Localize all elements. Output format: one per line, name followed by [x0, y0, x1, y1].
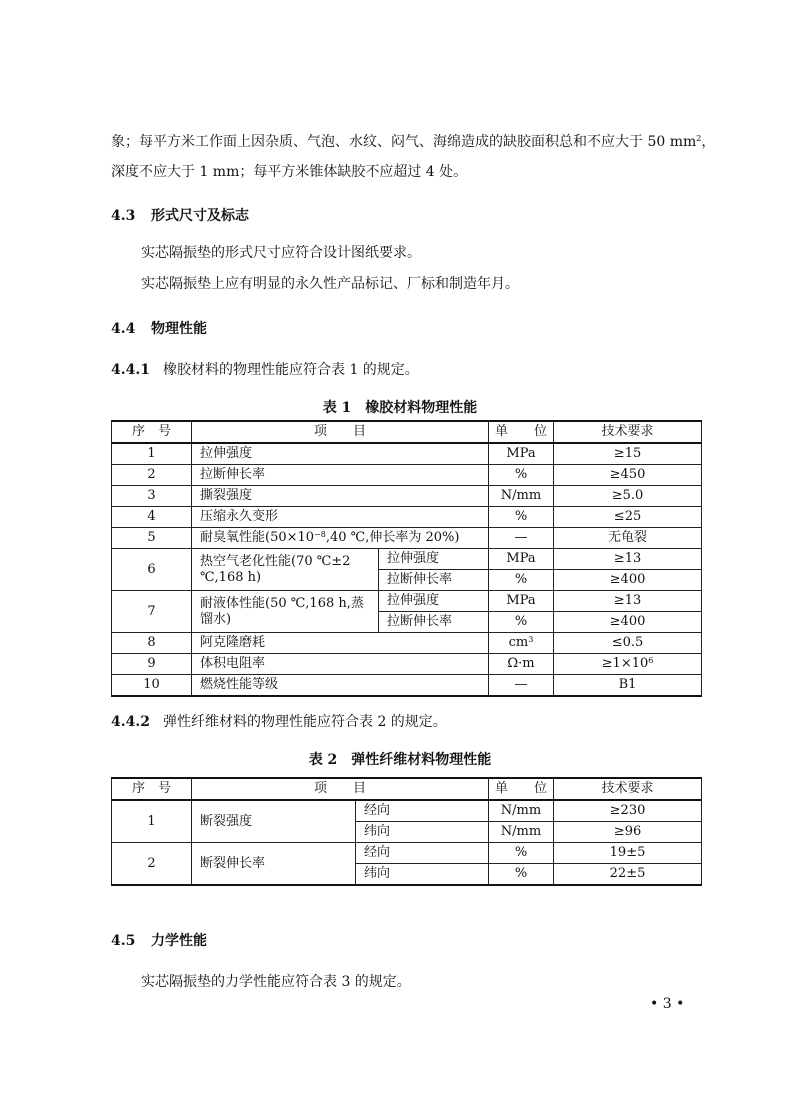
table1-caption: 表 1 橡胶材料物理性能 [322, 400, 478, 416]
section-title: 物理性能 [151, 321, 207, 337]
section-heading-4-3 [111, 205, 249, 225]
section-number: 4.3 [111, 208, 136, 224]
cell-unit: MPa [489, 591, 554, 612]
cell-req: ≥5.0 [554, 486, 702, 507]
section-heading-4-4 [111, 318, 207, 338]
cell-subitem: 拉断伸长率 [379, 570, 489, 591]
cell-no: 2 [112, 465, 192, 486]
cell-req: ≥400 [554, 570, 702, 591]
cell-req: B1 [554, 675, 702, 697]
cell-subitem: 纬向 [356, 864, 489, 886]
header-item: 项 目 [192, 421, 489, 443]
cell-req: ≥13 [554, 549, 702, 570]
table1-header-row [112, 421, 702, 443]
table2-header-row [112, 778, 702, 800]
cell-req: ≥400 [554, 612, 702, 633]
table-row [112, 528, 702, 549]
cell-unit: % [489, 570, 554, 591]
cell-item: 体积电阻率 [192, 654, 489, 675]
cell-item: 耐液体性能(50 ℃,168 h,蒸馏水) [192, 591, 379, 633]
paragraph-4-5-1: 实芯隔振垫的力学性能应符合表 3 的规定。 [141, 974, 411, 990]
cell-no: 2 [112, 843, 192, 886]
cell-no: 9 [112, 654, 192, 675]
cell-req [554, 654, 702, 675]
req-text: ≥1×10 [601, 656, 649, 671]
header-item: 项 目 [192, 778, 489, 800]
page-number: • 3 • [650, 996, 685, 1012]
cell-no: 6 [112, 549, 192, 591]
cell-no: 8 [112, 633, 192, 654]
cell-subitem: 纬向 [356, 822, 489, 843]
cell-unit: N/mm [489, 822, 554, 843]
cell-req: 19±5 [554, 843, 702, 864]
cell-item: 燃烧性能等级 [192, 675, 489, 697]
cell-item: 撕裂强度 [192, 486, 489, 507]
superscript: 2 [696, 134, 702, 143]
paragraph-text-end: ， [701, 134, 716, 150]
table-row [112, 443, 702, 465]
cell-unit: % [489, 864, 554, 886]
table1 [111, 420, 702, 697]
superscript: 3 [528, 635, 534, 644]
table2 [111, 777, 702, 886]
table-row [112, 843, 702, 864]
cell-no: 1 [112, 800, 192, 843]
cell-unit: % [489, 843, 554, 864]
paragraph-continuation-line2: 深度不应大于 1 mm；每平方米锥体缺胶不应超过 4 处。 [111, 164, 468, 180]
cell-subitem: 拉伸强度 [379, 591, 489, 612]
clause-text: 橡胶材料的物理性能应符合表 1 的规定。 [163, 362, 419, 378]
cell-unit: N/mm [489, 800, 554, 822]
table-row [112, 549, 702, 570]
cell-item: 压缩永久变形 [192, 507, 489, 528]
cell-unit: — [489, 675, 554, 697]
cell-req: ≥450 [554, 465, 702, 486]
paragraph-continuation-line1 [111, 132, 715, 152]
cell-no: 5 [112, 528, 192, 549]
cell-item: 断裂伸长率 [192, 843, 356, 886]
cell-unit: % [489, 612, 554, 633]
cell-req: 22±5 [554, 864, 702, 886]
item-text-end: ,40 ℃,伸长率为 20%) [325, 530, 460, 545]
unit-text: cm [508, 635, 529, 650]
clause-number: 4.4.1 [111, 362, 150, 378]
cell-item: 热空气老化性能(70 ℃±2 ℃,168 h) [192, 549, 379, 591]
header-unit: 单 位 [489, 778, 554, 800]
paragraph-text: 象；每平方米工作面上因杂质、气泡、水纹、闷气、海绵造成的缺胶面积总和不应大于 50 mm [111, 134, 697, 150]
cell-req: ≥96 [554, 822, 702, 843]
cell-subitem: 拉断伸长率 [379, 612, 489, 633]
cell-no: 7 [112, 591, 192, 633]
cell-unit: % [489, 507, 554, 528]
header-unit: 单 位 [489, 421, 554, 443]
paragraph-4-4-2 [111, 712, 447, 732]
cell-unit [489, 633, 554, 654]
section-title: 形式尺寸及标志 [151, 208, 249, 224]
cell-no: 4 [112, 507, 192, 528]
table-row [112, 675, 702, 697]
section-number: 4.4 [111, 321, 136, 337]
cell-unit: Ω·m [489, 654, 554, 675]
paragraph-4-3-2: 实芯隔振垫上应有明显的永久性产品标记、厂标和制造年月。 [141, 276, 519, 292]
superscript: 6 [648, 656, 654, 665]
cell-unit: % [489, 465, 554, 486]
cell-req: ≤0.5 [554, 633, 702, 654]
table-row [112, 591, 702, 612]
section-number: 4.5 [111, 933, 136, 949]
header-no: 序 号 [112, 421, 192, 443]
cell-req: ≥230 [554, 800, 702, 822]
table-row [112, 800, 702, 822]
header-req: 技术要求 [554, 421, 702, 443]
cell-unit: N/mm [489, 486, 554, 507]
table-row [112, 633, 702, 654]
cell-item: 断裂强度 [192, 800, 356, 843]
cell-subitem: 经向 [356, 800, 489, 822]
cell-unit: MPa [489, 443, 554, 465]
cell-item: 拉伸强度 [192, 443, 489, 465]
section-title: 力学性能 [151, 933, 207, 949]
cell-req: ≥15 [554, 443, 702, 465]
item-text: 耐臭氧性能(50×10 [200, 530, 315, 545]
cell-unit: — [489, 528, 554, 549]
header-req: 技术要求 [554, 778, 702, 800]
cell-item: 拉断伸长率 [192, 465, 489, 486]
table-row [112, 507, 702, 528]
paragraph-4-3-1: 实芯隔振垫的形式尺寸应符合设计图纸要求。 [141, 245, 421, 261]
cell-no: 3 [112, 486, 192, 507]
cell-req: 无龟裂 [554, 528, 702, 549]
cell-subitem: 经向 [356, 843, 489, 864]
cell-req: ≤25 [554, 507, 702, 528]
table2-caption: 表 2 弹性纤维材料物理性能 [308, 752, 492, 768]
cell-no: 10 [112, 675, 192, 697]
cell-req: ≥13 [554, 591, 702, 612]
cell-no: 1 [112, 443, 192, 465]
cell-item: 阿克隆磨耗 [192, 633, 489, 654]
table-row [112, 465, 702, 486]
section-heading-4-5 [111, 930, 207, 950]
header-no: 序 号 [112, 778, 192, 800]
table-row [112, 486, 702, 507]
clause-text: 弹性纤维材料的物理性能应符合表 2 的规定。 [163, 714, 447, 730]
table-row [112, 654, 702, 675]
paragraph-4-4-1 [111, 360, 419, 380]
superscript: −8 [314, 530, 326, 539]
cell-subitem: 拉伸强度 [379, 549, 489, 570]
cell-item [192, 528, 489, 549]
cell-unit: MPa [489, 549, 554, 570]
clause-number: 4.4.2 [111, 714, 150, 730]
